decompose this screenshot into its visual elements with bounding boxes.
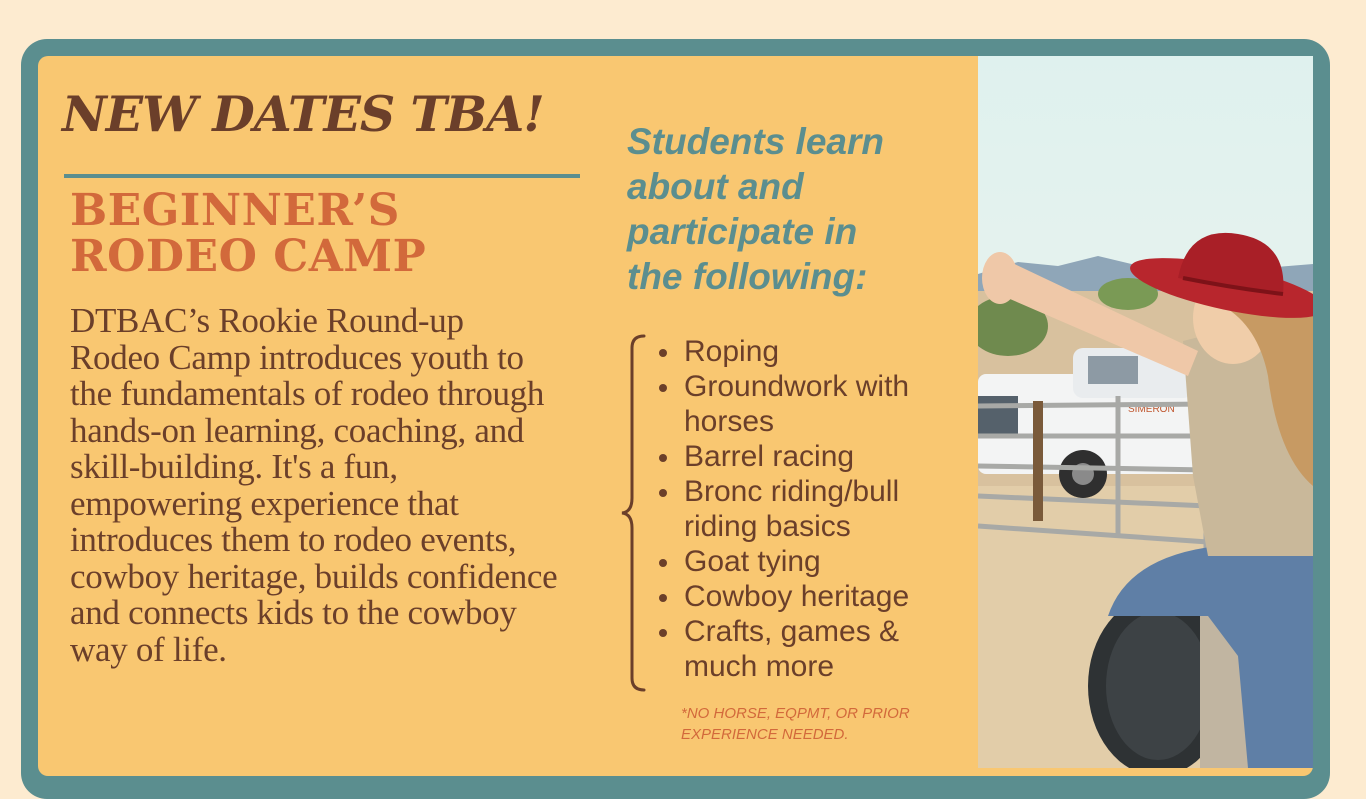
truck-logo-text: SIMERON (1128, 404, 1175, 415)
list-item: Roping (654, 334, 974, 369)
intro-line-4: the following: (627, 256, 868, 297)
requirements-note: *NO HORSE, EQPMT, OR PRIOR EXPERIENCE NEEDED. (681, 705, 910, 743)
list-item: Goat tying (654, 544, 974, 579)
headline: NEW DATES TBA! (62, 85, 544, 143)
list-item: Groundwork with horses (654, 369, 974, 439)
activities-list (654, 334, 974, 684)
rodeo-photo (978, 56, 1313, 768)
camp-title (70, 185, 590, 282)
curly-brace-icon (618, 334, 654, 692)
list-item: Crafts, games & much more (654, 614, 974, 684)
divider (64, 174, 580, 178)
list-item: Barrel racing (654, 439, 974, 474)
list-item: Cowboy heritage (654, 579, 974, 614)
intro-line-2: about and (627, 166, 804, 207)
camp-description: DTBAC’s Rookie Round-up Rodeo Camp introduces youth to the fundamentals of rodeo through hands-on learning, coaching, and skill-building. It's a fun, empowering experience that introduces them to rodeo events, cowboy heritage, builds confidence and connects kids to the cowboy way of life. (70, 301, 558, 669)
intro-line-1: Students learn (627, 121, 884, 162)
activities-intro (627, 119, 947, 299)
camp-title-line-2: RODEO CAMP (70, 231, 427, 282)
rodeo-photo-illustration (978, 56, 1313, 768)
list-item: Bronc riding/bull riding basics (654, 474, 974, 544)
camp-title-line-1: BEGINNER’S (70, 185, 400, 236)
intro-line-3: participate in (627, 211, 858, 252)
